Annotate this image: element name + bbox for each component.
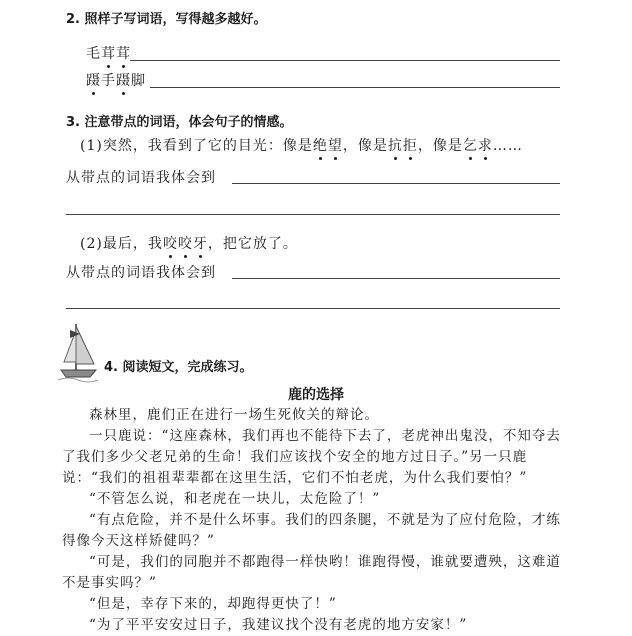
passage-body — [62, 405, 572, 636]
answer-line-q2-1[interactable] — [130, 60, 560, 61]
dotted-char: 蹑 — [86, 70, 101, 90]
dotted-char: 望 — [328, 135, 343, 155]
prompt-1: 从带点的词语我体会到 — [66, 170, 216, 186]
paragraph: “不管怎么说，和老虎在一块儿，太危险了！” — [89, 491, 381, 507]
dotted-char: 牙 — [193, 233, 208, 253]
paragraph: 一只鹿说：“这座森林，我们再也不能待下去了，老虎神出鬼没，不知夺去了我们多少父老兄弟的生命！我们应该找个安全的地方过日子。”另一只鹿说：“我们的祖祖辈辈都在这里生活，它们不怕老虎，为什么我们要怕？” — [62, 428, 561, 486]
sailboat-icon — [58, 320, 100, 384]
dotted-char: 乞 — [463, 135, 478, 155]
answer-line-q3-1b[interactable] — [66, 214, 560, 215]
paragraph: “为了平平安安过日子，我建议找个没有老虎的地方安家！” — [89, 617, 468, 633]
answer-line-q2-2[interactable] — [150, 87, 560, 88]
sentence-1 — [80, 135, 523, 155]
sentence-text: …… — [492, 138, 523, 154]
dotted-char: 求 — [478, 135, 493, 155]
dotted-char: 绝 — [313, 135, 328, 155]
sentence-text: ，像是 — [417, 138, 463, 154]
sentence-text: (2)最后，我 — [80, 236, 163, 252]
sentence-2 — [80, 233, 298, 253]
char: 手 — [101, 73, 116, 89]
paragraph: “有点危险，并不是什么坏事。我们的四条腿，不就是为了应付危险，才练得像今天这样矫健吗？” — [62, 512, 561, 549]
dotted-char: 蹑 — [116, 70, 131, 90]
dotted-char: 咬 — [178, 233, 193, 253]
dotted-char: 拒 — [403, 135, 418, 155]
example-word-2 — [86, 70, 146, 90]
q2-heading: 2. 照样子写词语，写得越多越好。 — [66, 12, 267, 27]
example-word-1 — [86, 43, 131, 63]
prompt-2: 从带点的词语我体会到 — [66, 265, 216, 281]
q4-heading: 4. 阅读短文，完成练习。 — [104, 360, 253, 375]
dotted-char: 茸 — [101, 43, 116, 63]
sentence-text: ，像是 — [342, 138, 388, 154]
sentence-text: ，把它放了。 — [207, 236, 298, 252]
paragraph: “可是，我们的同胞并不都跑得一样快哟！谁跑得慢，谁就要遭殃，这难道不是事实吗？” — [62, 554, 561, 591]
paragraph: 森林里，鹿们正在进行一场生死攸关的辩论。 — [89, 407, 379, 423]
q3-heading: 3. 注意带点的词语，体会句子的情感。 — [66, 115, 293, 130]
answer-line-q3-2b[interactable] — [66, 308, 560, 309]
passage-title: 鹿的选择 — [288, 387, 344, 403]
sentence-text: (1)突然，我看到了它的目光：像是 — [80, 138, 313, 154]
dotted-char: 咬 — [163, 233, 178, 253]
answer-line-q3-2a[interactable] — [232, 278, 560, 279]
char: 毛 — [86, 46, 101, 62]
paragraph: “但是，幸存下来的，却跑得更快了！” — [89, 596, 337, 612]
dotted-char: 茸 — [116, 43, 131, 63]
char: 脚 — [131, 73, 146, 89]
dotted-char: 抗 — [388, 135, 403, 155]
answer-line-q3-1a[interactable] — [232, 183, 560, 184]
